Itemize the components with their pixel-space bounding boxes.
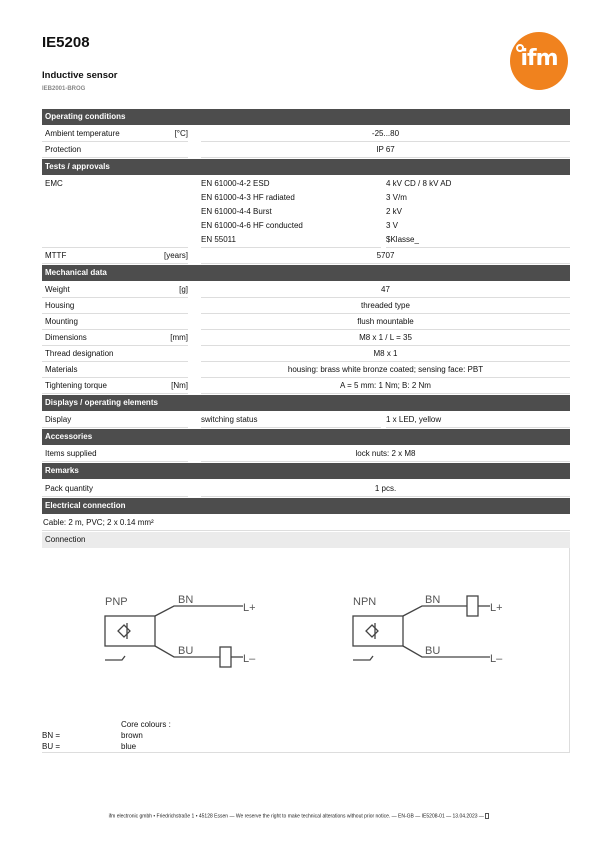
cable-spec: Cable: 2 m, PVC; 2 x 0.14 mm² [42,515,570,531]
emc-value: 4 kV CD / 8 kV AD [386,179,452,188]
emc-row [42,233,570,248]
spec-row [42,126,570,142]
legend-color: blue [121,742,137,751]
emc-value: $Klasse_ [386,235,419,244]
spec-value: housing: brass white bronze coated; sensing face: PBT [287,365,484,374]
spec-label: Weight [45,285,70,294]
pnp-wire2: BU [178,645,194,657]
spec-label: Protection [45,145,82,154]
spec-row [42,446,570,462]
spec-row [42,346,570,362]
spec-row [42,282,570,298]
spec-value: M8 x 1 / L = 35 [359,333,412,342]
footer-text: ifm electronic gmbh • Friedrichstraße 1 • 45128 Essen — We reserve the right to make technical alterations without prior notice. — EN-GB — IE5208-01 — 13.04.2023 — [108,813,484,820]
emc-row [42,219,570,233]
npn-inductive-icon [366,625,378,637]
legend-heading: Core colours : [121,720,171,729]
npn-term2: L– [490,653,503,665]
npn-load-symbol [467,596,478,616]
connection-label: Connection [42,532,570,548]
pnp-term2: L– [243,653,256,665]
spec-label: Display [45,415,72,424]
section-displays: Displays / operating elements [42,395,570,411]
spec-value: threaded type [361,301,410,310]
spec-value: lock nuts: 2 x M8 [355,449,416,458]
spec-row [42,298,570,314]
npn-term1: L+ [490,602,503,614]
spec-row [42,248,570,264]
wiring-diagram [42,548,570,698]
legend-code: BN = [42,731,61,740]
spec-label: Pack quantity [45,484,94,493]
npn-label: NPN [353,596,377,608]
emc-standard: EN 61000-4-3 HF radiated [201,193,295,202]
section-mechanical-data: Mechanical data [42,265,570,281]
spec-row [42,412,570,428]
spec-unit: [g] [179,285,188,294]
emc-standard: EN 61000-4-4 Burst [201,207,272,216]
spec-value: 1 pcs. [374,484,397,493]
section-remarks: Remarks [42,463,570,479]
spec-value: IP 67 [376,145,395,154]
emc-value: 2 kV [386,207,403,216]
spec-label: Materials [45,365,78,374]
spec-label: Mounting [45,317,78,326]
pnp-load-symbol [220,647,231,667]
spec-label: Thread designation [45,349,114,358]
product-subtitle: Inductive sensor [42,70,118,81]
emc-row [42,205,570,219]
spec-value: M8 x 1 [373,349,398,358]
emc-standard: EN 55011 [201,235,236,244]
emc-row [42,191,570,205]
spec-row [42,314,570,330]
section-electrical-connection: Electrical connection [42,498,570,514]
legend-color: brown [121,731,143,740]
display-function: switching status [201,415,258,424]
spec-label: Ambient temperature [45,129,120,138]
spec-unit: [years] [163,251,188,260]
section-accessories: Accessories [42,429,570,445]
section-tests-approvals: Tests / approvals [42,159,570,175]
emc-standard: EN 61000-4-2 ESD [201,179,270,188]
spec-value: 5707 [376,251,395,260]
pnp-inductive-icon [118,625,130,637]
npn-wire1: BN [425,594,441,606]
spec-value: 47 [381,285,390,294]
spec-row [42,142,570,158]
spec-unit: [mm] [170,333,188,342]
spec-row [42,480,570,497]
emc-label: EMC [45,179,63,188]
spec-label: MTTF [45,251,67,260]
npn-wire2: BU [425,645,441,657]
page-marker-icon [485,813,489,819]
footer [0,813,598,819]
spec-label: Tightening torque [45,381,107,390]
product-code: IEB2001-BROG [42,86,86,92]
spec-value: -25...80 [371,129,400,138]
product-title: IE5208 [42,34,90,51]
ifm-logo [510,32,568,90]
logo-text: ifm [520,46,558,71]
emc-row [42,177,570,191]
section-operating-conditions: Operating conditions [42,109,570,125]
pnp-wire1: BN [178,594,194,606]
emc-value: 3 V/m [386,193,407,202]
spec-row [42,330,570,346]
spec-value: flush mountable [357,317,414,326]
spec-row [42,378,570,394]
display-value: 1 x LED, yellow [386,415,442,424]
spec-label: Items supplied [45,449,97,458]
legend-code: BU = [42,742,61,751]
spec-unit: [Nm] [171,381,188,390]
spec-label: Housing [45,301,75,310]
spec-row [42,362,570,378]
datasheet [42,109,570,753]
pnp-label: PNP [105,596,128,608]
emc-value: 3 V [386,221,399,230]
pnp-term1: L+ [243,602,256,614]
connection-diagram-area [42,548,570,753]
spec-value: A = 5 mm: 1 Nm; B: 2 Nm [340,381,431,390]
emc-standard: EN 61000-4-6 HF conducted [201,221,303,230]
spec-label: Dimensions [45,333,87,342]
spec-unit: [°C] [174,129,188,138]
